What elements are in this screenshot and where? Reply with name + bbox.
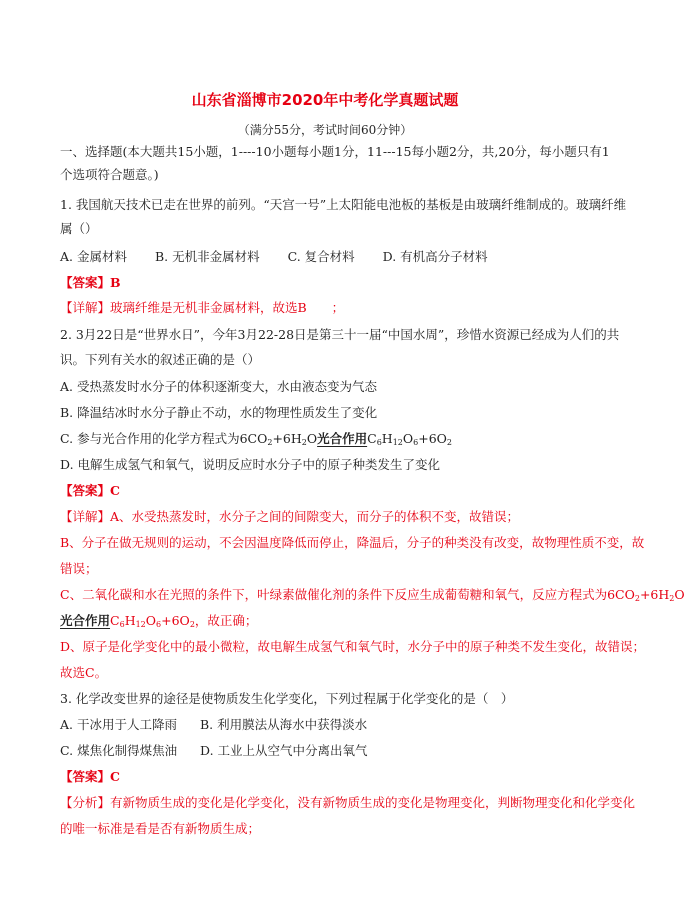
q3-answer: 【答案】C: [60, 769, 120, 784]
q2-detail-line7: 故选C。: [60, 665, 108, 680]
reaction-condition: 光合作用: [317, 431, 368, 446]
q1-option-b: B. 无机非金属材料: [154, 249, 260, 264]
q2-answer: 【答案】C: [60, 483, 120, 498]
exam-info: （满分55分，考试时间60分钟）: [237, 123, 413, 137]
q3-options-row2: [60, 742, 600, 760]
q2-option-d: D. 电解生成氢气和氧气，说明反应时水分子中的原子种类发生了变化: [60, 457, 441, 472]
q2-stem-line2: 识。下列有关水的叙述正确的是（）: [60, 352, 261, 367]
q3-stem: 3. 化学改变世界的途径是使物质发生化学变化，下列过程属于化学变化的是（ ）: [60, 691, 514, 706]
q1-option-c: C. 复合材料: [287, 249, 355, 264]
q1-option-a: A. 金属材料: [60, 249, 127, 264]
q1-detail: 【详解】玻璃纤维是无机非金属材料，故选B ；: [60, 300, 345, 315]
section-heading-line2: 个选项符合题意。): [60, 167, 159, 182]
q1-options: [60, 248, 600, 266]
page-title: 山东省淄博市2020年中考化学真题试题: [191, 91, 459, 109]
q3-options-row1: [60, 716, 600, 734]
q1-stem-line1: 1. 我国航天技术已走在世界的前列。“天宫一号”上太阳能电池板的基板是由玻璃纤维制成的。玻璃纤维: [60, 197, 627, 212]
q1-stem-line2: 属（）: [60, 221, 98, 236]
q2-stem-line1: 2. 3月22日是“世界水日”，今年3月22-28日是第三十一届“中国水周”，珍惜水资源已经成为人们的共: [60, 327, 620, 342]
q2-option-a: A. 受热蒸发时水分子的体积逐渐变大，水由液态变为气态: [60, 379, 377, 394]
q1-option-d: D. 有机高分子材料: [382, 249, 488, 264]
q2-option-c: C. 参与光合作用的化学方程式为$6CO_2+6H_2O$光合作用$C_6H_{12}O_6+6O_2$: [60, 431, 453, 447]
q2-detail-line1: 【详解】A、水受热蒸发时，水分子之间的间隙变大，而分子的体积不变，故错误；: [60, 509, 520, 524]
reaction-condition: 光合作用: [60, 613, 111, 628]
q3-analysis-line2: 的唯一标准是看是否有新物质生成；: [60, 821, 261, 836]
q3-option-b: B. 利用膜法从海水中获得淡水: [200, 717, 368, 732]
q1-answer: 【答案】B: [60, 275, 121, 290]
q2-detail-line4: C、二氧化碳和水在光照的条件下，叶绿素做催化剂的条件下反应生成葡萄糖和氧气，反应方程式为$6CO_2+6H_2O$: [60, 587, 685, 603]
q3-option-a: A. 干冰用于人工降雨: [60, 717, 177, 732]
q2-detail-line2: B、分子在做无规则的运动，不会因温度降低而停止，降温后，分子的种类没有改变，故物理性质不变，故: [60, 535, 645, 550]
q2-detail-line5: 光合作用$C_6H_{12}O_6+6O_2$，故正确；: [60, 613, 258, 629]
q3-analysis-line1: 【分析】有新物质生成的变化是化学变化，没有新物质生成的变化是物理变化，判断物理变化和化学变化: [60, 795, 636, 810]
q3-option-c: C. 煤焦化制得煤焦油: [60, 743, 178, 758]
q2-option-b: B. 降温结冰时水分子静止不动，水的物理性质发生了变化: [60, 405, 378, 420]
q2-detail-line3: 错误；: [60, 561, 98, 576]
section-heading-line1: 一、选择题(本大题共15小题，1----10小题每小题1分，11---15每小题2分，共,20分，每小题只有1: [60, 144, 610, 159]
q2-detail-line6: D、原子是化学变化中的最小微粒，故电解生成氢气和氧气时，水分子中的原子种类不发生变化，故错误；: [60, 639, 646, 654]
q3-option-d: D. 工业上从空气中分离出氧气: [200, 743, 368, 758]
